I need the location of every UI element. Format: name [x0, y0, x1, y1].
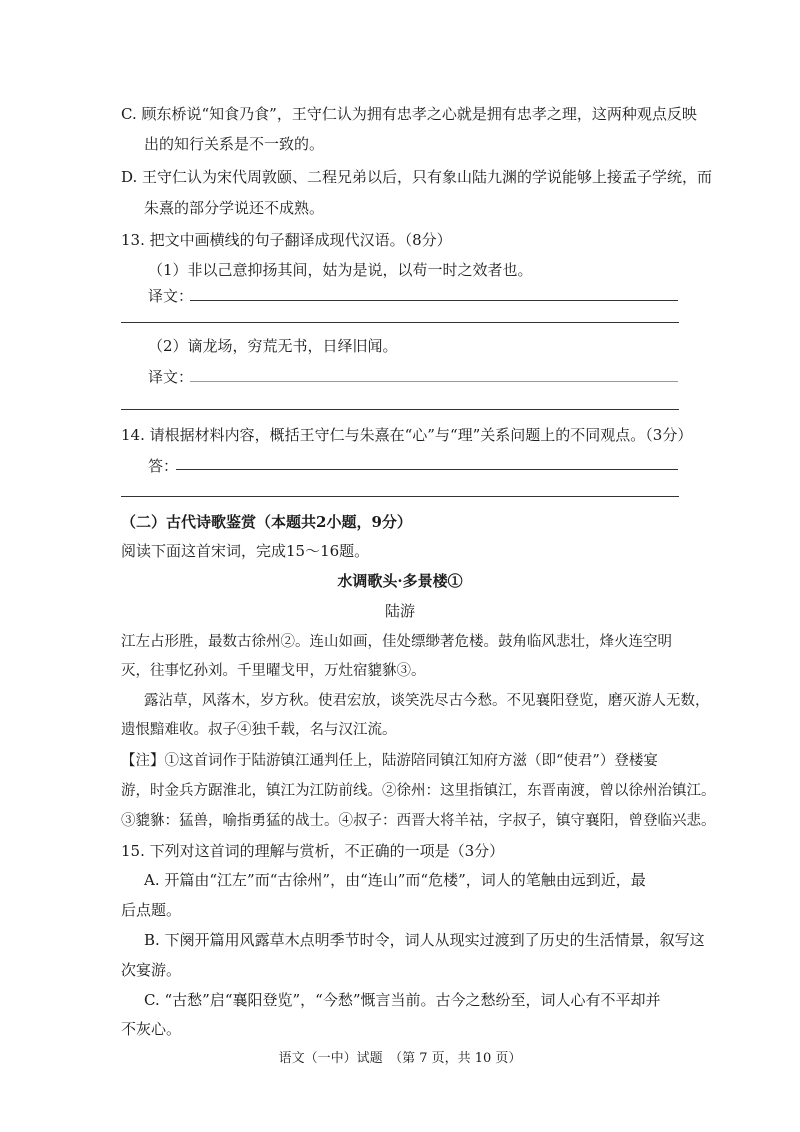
q15-option-c-line1: C. “古愁”启“襄阳登览”，“今愁”慨言当前。古今之愁纷至，词人心有不平却并	[144, 991, 661, 1009]
page-footer: 语文（一中）试题 （第 7 页，共 10 页）	[278, 1051, 522, 1066]
poem-line: 遗恨黯难收。叔子④独千载，名与汉江流。	[121, 722, 397, 738]
q13-sub2: （2）谪龙场，穷荒无书，日绎旧闻。	[148, 337, 398, 355]
poem-title: 水调歌头·多景楼①	[337, 572, 463, 590]
answer-line[interactable]	[190, 300, 678, 301]
option-c-line1: C. 顾东桥说“知食乃食”，王守仁认为拥有忠孝之心就是拥有忠孝之理，这两种观点反映	[121, 105, 697, 123]
answer-line[interactable]	[176, 469, 678, 470]
q13-answer-label-1: 译文：	[148, 287, 194, 305]
poem-line: 江左占形胜，最数古徐州②。连山如画，佳处缥缈著危楼。鼓角临风悲壮，烽火连空明	[121, 634, 672, 650]
q15-option-c-line2: 不灰心。	[121, 1020, 182, 1038]
poem-line: 露沾草，风落木，岁方秋。使君宏放，谈笑洗尽古今愁。不见襄阳登览，磨灭游人无数，	[144, 693, 710, 709]
q15-option-b-line1: B. 下阕开篇用风露草木点明季节时令，词人从现实过渡到了历史的生活情景，叙写这	[144, 931, 705, 949]
q15-option-a-line2: 后点题。	[121, 901, 182, 919]
option-d-line1: D. 王守仁认为宋代周敦颐、二程兄弟以后，只有象山陆九渊的学说能够上接孟子学统，而	[121, 168, 713, 186]
q15-stem: 15. 下列对这首词的理解与赏析，不正确的一项是（3分）	[121, 842, 505, 860]
poem-author: 陆游	[384, 602, 415, 620]
note-line: 【注】①这首词作于陆游镇江通判任上，陆游陪同镇江知府方滋（即“使君”）登楼宴	[121, 753, 658, 769]
answer-line[interactable]	[190, 381, 678, 382]
q14-stem: 14. 请根据材料内容，概括王守仁与朱熹在“心”与“理”关系问题上的不同观点。（3分）	[121, 426, 693, 444]
option-c-line2: 出的知行关系是不一致的。	[144, 135, 325, 153]
q14-answer-label: 答：	[148, 457, 179, 475]
q13-stem: 13. 把文中画横线的句子翻译成现代汉语。（8分）	[121, 231, 452, 249]
answer-line[interactable]	[121, 322, 679, 323]
answer-line[interactable]	[121, 409, 679, 410]
q13-answer-label-2: 译文：	[148, 368, 194, 386]
note-line: ③貔貅：猛兽，喻指勇猛的战士。④叔子：西晋大将羊祜，字叔子，镇守襄阳，曾登临兴悲。	[121, 813, 716, 829]
section-intro: 阅读下面这首宋词，完成15～16题。	[121, 542, 370, 560]
answer-line[interactable]	[121, 496, 679, 497]
q15-option-a-line1: A. 开篇由“江左”而“古徐州”，由“连山”而“危楼”，词人的笔触由远到近，最	[144, 871, 646, 889]
option-d-line2: 朱熹的部分学说还不成熟。	[144, 199, 325, 217]
q13-sub1: （1）非以己意抑扬其间，姑为是说，以苟一时之效者也。	[148, 261, 533, 279]
poem-line: 灭，往事忆孙刘。千里曜戈甲，万灶宿貔貅③。	[121, 663, 426, 679]
note-line: 游，时金兵方踞淮北，镇江为江防前线。②徐州：这里指镇江，东晋南渡，曾以徐州治镇江。	[121, 783, 716, 799]
section-heading: （二）古代诗歌鉴赏（本题共2小题，9分）	[121, 513, 412, 531]
q15-option-b-line2: 次宴游。	[121, 961, 182, 979]
